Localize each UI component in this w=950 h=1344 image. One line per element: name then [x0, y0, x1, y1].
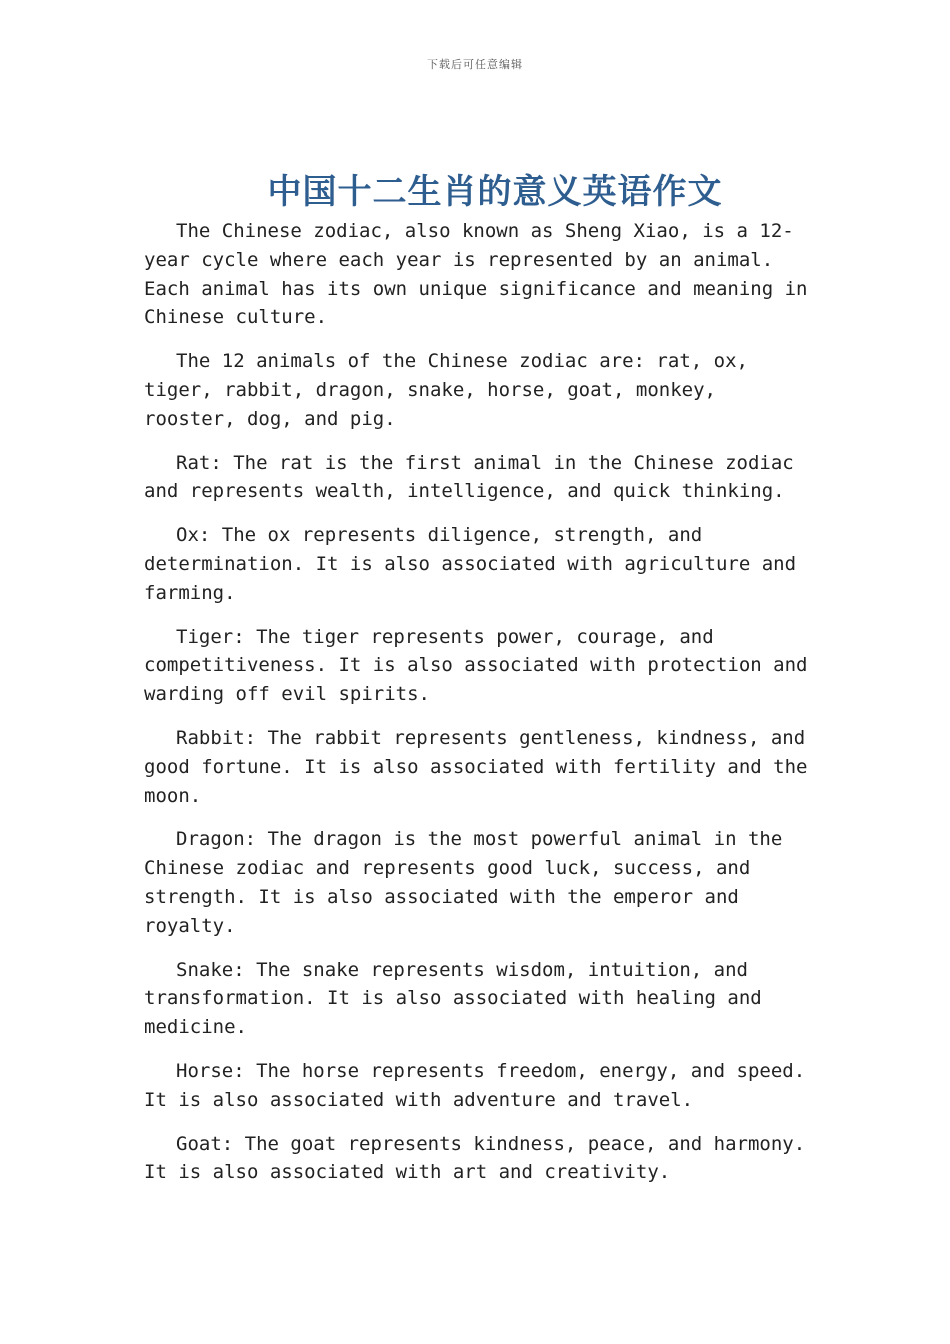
paragraph-animals-list: The 12 animals of the Chinese zodiac are: rat, ox, tiger, rabbit, dragon, snake, horse, goat, monkey, rooster, dog, and pig. — [144, 350, 748, 430]
paragraph-horse: Horse: The horse represents freedom, energy, and speed. It is also associated with adventure and travel. — [144, 1059, 806, 1111]
paragraph-snake: Snake: The snake represents wisdom, intuition, and transformation. It is also associated with healing and medicine. — [144, 958, 762, 1039]
paragraph-dragon: Dragon: The dragon is the most powerful animal in the Chinese zodiac and represents good luck, success, and strength. It is also associated with the emperor and royalty. — [144, 828, 783, 937]
document-body — [144, 217, 810, 1202]
paragraph-goat: Goat: The goat represents kindness, peace, and harmony. It is also associated with art and creativity. — [144, 1132, 806, 1184]
paragraph-rabbit: Rabbit: The rabbit represents gentleness, kindness, and good fortune. It is also associated with fertility and the moon. — [144, 726, 808, 807]
paragraph-rat: Rat: The rat is the first animal in the Chinese zodiac and represents wealth, intelligence, and quick thinking. — [144, 451, 794, 503]
paragraph-intro: The Chinese zodiac, also known as Sheng Xiao, is a 12-year cycle where each year is represented by an animal. Each animal has its own unique significance and meaning in Chinese culture. — [144, 220, 808, 329]
header-note: 下载后可任意编辑 — [427, 58, 523, 71]
paragraph-ox: Ox: The ox represents diligence, strength, and determination. It is also associated with agriculture and farming. — [144, 524, 797, 604]
paragraph-tiger: Tiger: The tiger represents power, courage, and competitiveness. It is also associated with protection and warding off evil spirits. — [144, 625, 808, 706]
document-title: 中国十二生肖的意义英语作文 — [267, 172, 723, 212]
